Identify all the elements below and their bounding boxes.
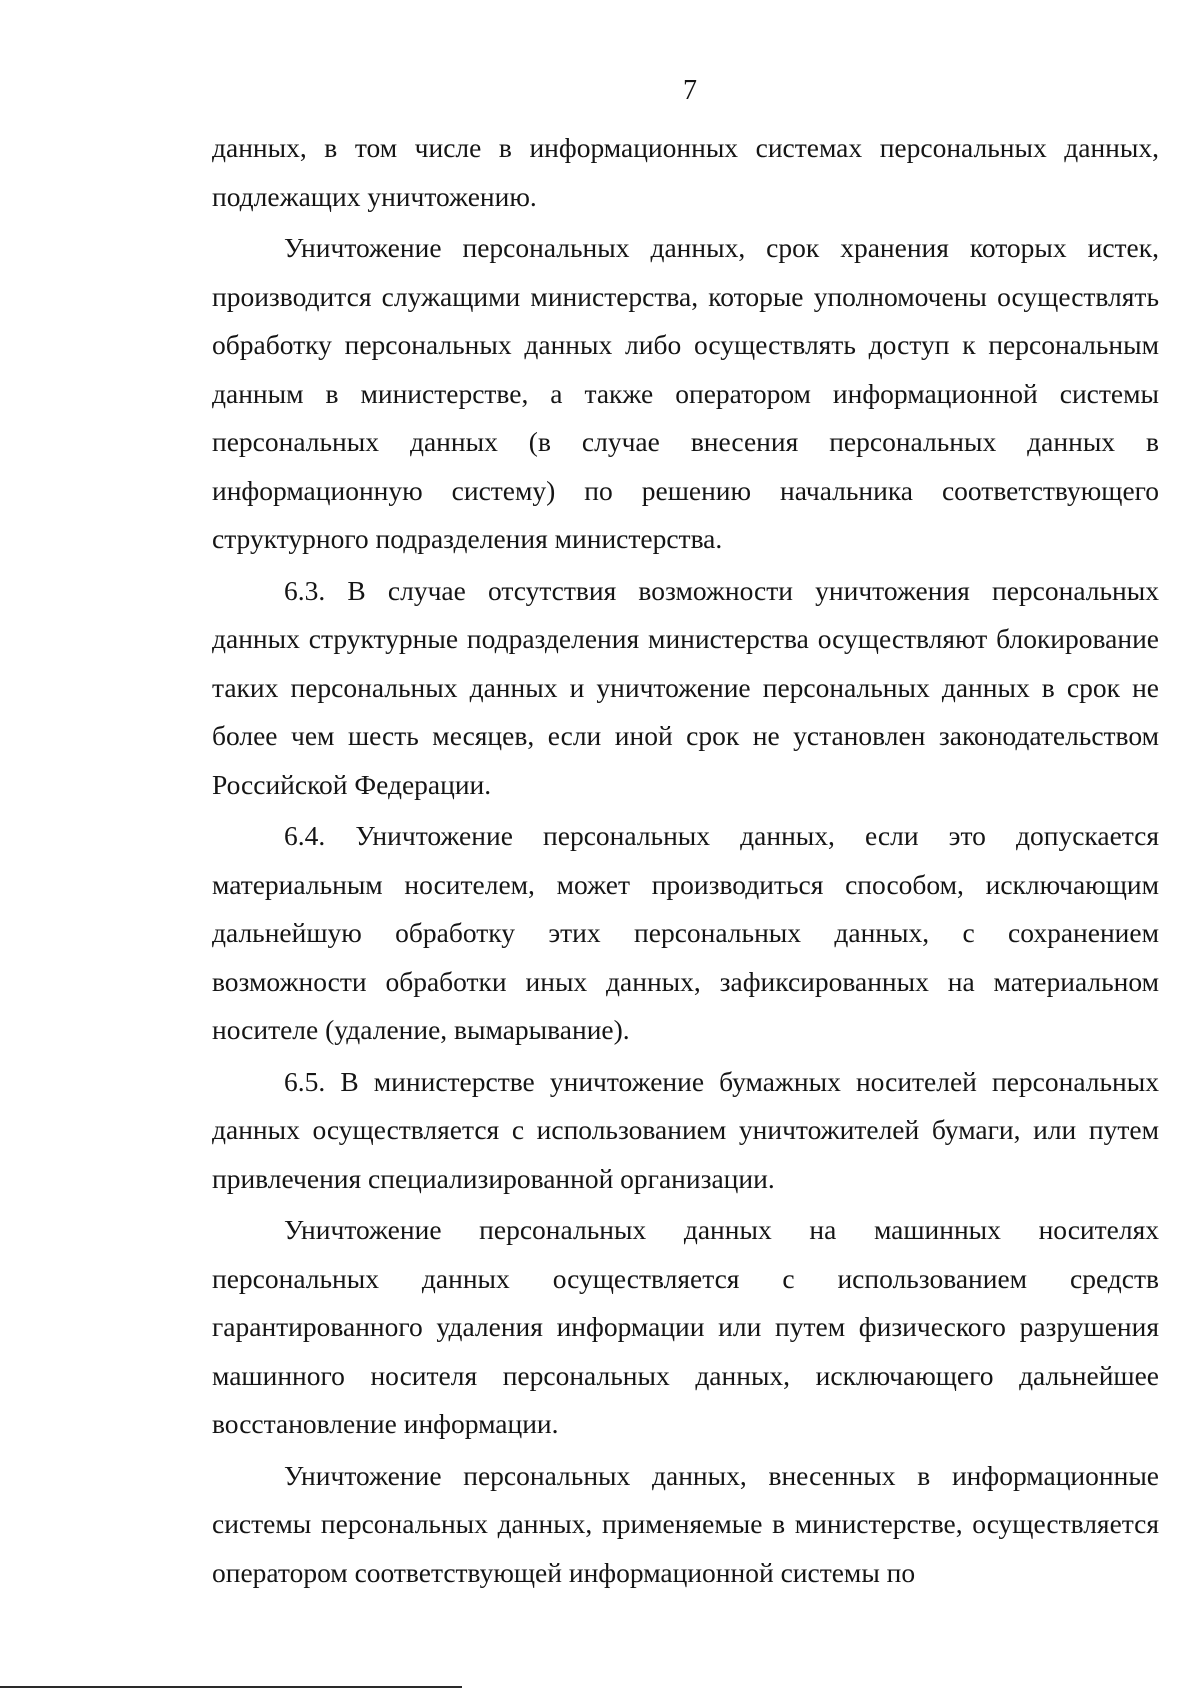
paragraph-machine-media: Уничтожение персональных данных на машинных носителях персональных данных осуществляется с использованием средств гарантированного удаления информации или путем физического разрушения машинного носителя персональных данных, исключающего дальнейшее восстановление информации. xyxy=(212,1214,1159,1439)
paragraph-information-systems: Уничтожение персональных данных, внесенных в информационные системы персональных данных, применяемые в министерстве, осуществляется оператором соответствующей информационной системы по xyxy=(212,1459,1159,1588)
paragraph-destruction-expired: Уничтожение персональных данных, срок хранения которых истек, производится служащими министерства, которые уполномочены осуществлять обработку персональных данных либо осуществлять доступ к персональным данным в министерстве, а также оператором информационной системы персональных данных (в случае внесения персональных данных в информационную систему) по решению начальника соответствующего структурного подразделения министерства. xyxy=(212,232,1159,554)
paragraph-6-3: 6.3. В случае отсутствия возможности уничтожения персональных данных структурные подразделения министерства осуществляют блокирование таких персональных данных и уничтожение персональных данных в срок не более чем шесть месяцев, если иной срок не установлен законодательством Российской Федерации. xyxy=(212,574,1159,800)
paragraph-6-5: 6.5. В министерстве уничтожение бумажных носителей персональных данных осуществляется с использованием уничтожителей бумаги, или путем привлечения специализированной организации. xyxy=(212,1065,1159,1194)
paragraph-6-4: 6.4. Уничтожение персональных данных, если это допускается материальным носителем, может производиться способом, исключающим дальнейшую обработку этих персональных данных, с сохранением возможности обработки иных данных, зафиксированных на материальном носителе (удаление, вымарывание). xyxy=(212,820,1159,1045)
document-body xyxy=(212,124,1159,1600)
paragraph-continuation: данных, в том числе в информационных системах персональных данных, подлежащих уничтожению. xyxy=(212,132,1159,212)
footer-divider xyxy=(0,1686,462,1688)
page-number: 7 xyxy=(683,75,697,106)
